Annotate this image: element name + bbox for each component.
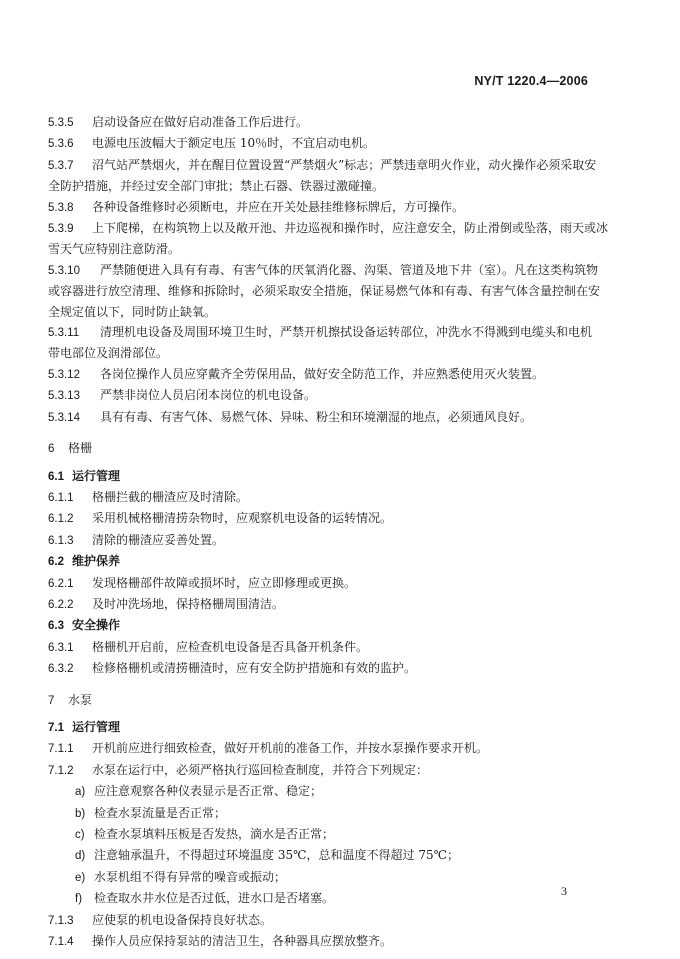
section-title: 格栅 bbox=[68, 441, 93, 456]
clause-continuation: 或容器进行放空清理、维修和拆除时，必须采取安全措施，保证易燃气体和有毒、有害气体含量控制在安 bbox=[48, 284, 601, 299]
list-marker: b) bbox=[75, 807, 86, 820]
clause-5-3-6 bbox=[48, 133, 606, 154]
clause-text: 应使泵的机电设备保持良好状态。 bbox=[92, 912, 273, 927]
clause-number: 5.3.6 bbox=[48, 138, 74, 151]
clause-7-1-1 bbox=[48, 738, 606, 759]
subsection-6-1-heading bbox=[48, 466, 606, 487]
clause-6-2-1 bbox=[48, 573, 606, 594]
subsection-number: 6.2 bbox=[48, 556, 64, 569]
clause-number: 5.3.9 bbox=[48, 223, 74, 236]
list-item-e bbox=[48, 867, 606, 888]
subsection-number: 7.1 bbox=[48, 721, 64, 734]
clause-text: 操作人员应保持泵站的清洁卫生，各种器具应摆放整齐。 bbox=[92, 934, 393, 949]
clause-5-3-11 bbox=[48, 322, 606, 343]
clause-text: 具有有毒、有害气体、易燃气体、异味、粉尘和环境潮湿的地点，必须通风良好。 bbox=[100, 409, 533, 424]
clause-number: 6.2.2 bbox=[48, 598, 74, 611]
list-text: 检查水泵流量是否正常； bbox=[94, 805, 227, 820]
clause-text: 检修格栅机或清捞栅渣时，应有安全防护措施和有效的监护。 bbox=[92, 661, 417, 676]
clause-5-3-12 bbox=[48, 364, 606, 385]
clause-text: 上下爬梯，在构筑物上以及敞开池、井边巡视和操作时，应注意安全，防止滑倒或坠落，雨天或冰 bbox=[92, 221, 609, 236]
clause-7-1-3 bbox=[48, 910, 606, 931]
clause-text: 严禁随便进入具有有毒、有害气体的厌氧消化器、沟渠、管道及地下井（室）。凡在这类构筑物 bbox=[100, 262, 599, 277]
clause-number: 5.3.8 bbox=[48, 201, 74, 214]
list-item-c bbox=[48, 824, 606, 845]
list-text: 应注意观察各种仪表显示是否正常、稳定； bbox=[94, 784, 323, 799]
clause-number: 5.3.11 bbox=[48, 327, 80, 340]
section-number: 7 bbox=[48, 694, 55, 707]
section-7-heading bbox=[48, 690, 606, 711]
clause-number: 5.3.5 bbox=[48, 117, 74, 129]
clause-continuation: 带电部位及润滑部位。 bbox=[48, 346, 169, 361]
clause-6-1-1 bbox=[48, 487, 606, 508]
clause-number: 6.3.1 bbox=[48, 641, 74, 654]
clause-text: 沼气站严禁烟火，并在醒目位置设置“严禁烟火”标志；严禁违章明火作业，动火操作必须采取安 bbox=[92, 157, 597, 172]
clause-text: 清理机电设备及周围环境卫生时，严禁开机擦拭设备运转部位，冲洗水不得溅到电缆头和电机 bbox=[100, 325, 593, 340]
clause-5-3-7 bbox=[48, 155, 606, 176]
subsection-title: 运行管理 bbox=[72, 719, 121, 734]
clause-5-3-8 bbox=[48, 197, 606, 218]
section-number: 6 bbox=[48, 443, 55, 456]
clause-number: 7.1.3 bbox=[48, 914, 74, 927]
clause-number: 6.1.1 bbox=[48, 491, 74, 504]
clause-text: 开机前应进行细致检查，做好开机前的准备工作，并按水泵操作要求开机。 bbox=[92, 741, 489, 756]
clause-text: 各种设备维修时必须断电，并应在开关处悬挂维修标牌后，方可操作。 bbox=[92, 199, 465, 214]
clause-7-1-2 bbox=[48, 760, 606, 781]
clause-text: 电源电压波幅大于额定电压 10％时，不宜启动电机。 bbox=[92, 136, 376, 151]
list-marker: e) bbox=[75, 871, 86, 884]
subsection-7-1-heading bbox=[48, 717, 606, 738]
clause-text: 清除的栅渣应妥善处置。 bbox=[92, 532, 225, 547]
list-item-d bbox=[48, 845, 606, 866]
spacer bbox=[48, 680, 606, 690]
clause-number: 7.1.4 bbox=[48, 936, 74, 949]
list-text: 检查水泵填料压板是否发热，滴水是否正常； bbox=[94, 827, 335, 841]
spacer bbox=[48, 428, 606, 438]
clause-text: 格栅拦截的栅渣应及时清除。 bbox=[92, 489, 249, 504]
clause-continuation: 雪天气应特别注意防滑。 bbox=[48, 242, 181, 257]
subsection-number: 6.3 bbox=[48, 620, 64, 633]
subsection-title: 安全操作 bbox=[72, 618, 121, 633]
clause-text: 各岗位操作人员应穿戴齐全劳保用品，做好安全防范工作，并应熟悉使用灭火装置。 bbox=[100, 366, 545, 381]
clause-5-3-13 bbox=[48, 385, 606, 406]
list-item-f bbox=[48, 888, 606, 909]
list-text: 注意轴承温升，不得超过环境温度 35℃，总和温度不得超过 75℃； bbox=[94, 848, 460, 863]
clause-number: 6.1.2 bbox=[48, 513, 74, 526]
clause-7-1-4 bbox=[48, 931, 606, 952]
clause-text: 启动设备应在做好启动准备工作后进行。 bbox=[92, 115, 309, 129]
list-text: 检查取水井水位是否过低，进水口是否堵塞。 bbox=[94, 891, 335, 906]
clause-5-3-9 bbox=[48, 218, 609, 239]
clause-text: 水泵在运行中，必须严格执行巡回检查制度，并符合下列规定： bbox=[92, 762, 429, 777]
clause-5-3-10 bbox=[48, 260, 606, 281]
clause-number: 6.1.3 bbox=[48, 534, 74, 547]
page-number: 3 bbox=[561, 884, 567, 898]
clause-text: 严禁非岗位人员启闭本岗位的机电设备。 bbox=[100, 388, 317, 403]
clause-number: 5.3.12 bbox=[48, 368, 80, 381]
subsection-6-2-heading bbox=[48, 551, 606, 572]
list-text: 水泵机组不得有异常的噪音或振动； bbox=[94, 869, 287, 884]
list-marker: f) bbox=[75, 893, 83, 906]
clause-6-3-2 bbox=[48, 658, 606, 679]
list-item-b bbox=[48, 803, 606, 824]
clause-number: 5.3.7 bbox=[48, 159, 74, 172]
list-marker: c) bbox=[75, 829, 85, 841]
clause-5-3-14 bbox=[48, 407, 606, 428]
clause-continuation: 全规定值以下，同时防止缺氧。 bbox=[48, 304, 217, 319]
clause-number: 7.1.1 bbox=[48, 743, 74, 756]
section-title: 水泵 bbox=[68, 692, 93, 707]
clause-text: 及时冲洗场地，保持格栅周围清洁。 bbox=[92, 596, 285, 611]
clause-number: 5.3.10 bbox=[48, 264, 80, 277]
clause-number: 5.3.13 bbox=[48, 390, 80, 403]
clause-text: 格栅机开启前，应检查机电设备是否具备开机条件。 bbox=[92, 639, 369, 654]
clause-text: 采用机械格栅清捞杂物时，应观察机电设备的运转情况。 bbox=[92, 511, 393, 526]
subsection-number: 6.1 bbox=[48, 470, 64, 483]
clause-text: 发现格栅部件故障或损坏时，应立即修理或更换。 bbox=[92, 575, 357, 590]
clause-continuation: 全防护措施，并经过安全部门审批；禁止石器、铁器过激碰撞。 bbox=[48, 179, 385, 194]
clause-number: 6.3.2 bbox=[48, 663, 74, 676]
document-id-header: NY/T 1220.4—2006 bbox=[474, 74, 588, 88]
clause-number: 6.2.1 bbox=[48, 577, 74, 590]
clause-6-2-2 bbox=[48, 594, 606, 615]
clause-5-3-5 bbox=[48, 112, 606, 133]
list-item-a bbox=[48, 781, 606, 802]
clause-6-3-1 bbox=[48, 637, 606, 658]
list-marker: d) bbox=[75, 850, 86, 863]
list-marker: a) bbox=[75, 786, 86, 799]
document-body bbox=[48, 112, 609, 952]
clause-6-1-3 bbox=[48, 530, 606, 551]
subsection-title: 维护保养 bbox=[72, 554, 121, 569]
subsection-title: 运行管理 bbox=[72, 468, 121, 483]
section-6-heading bbox=[48, 438, 606, 459]
clause-6-1-2 bbox=[48, 508, 606, 529]
clause-number: 5.3.14 bbox=[48, 411, 80, 424]
subsection-6-3-heading bbox=[48, 615, 606, 636]
clause-number: 7.1.2 bbox=[48, 764, 74, 777]
